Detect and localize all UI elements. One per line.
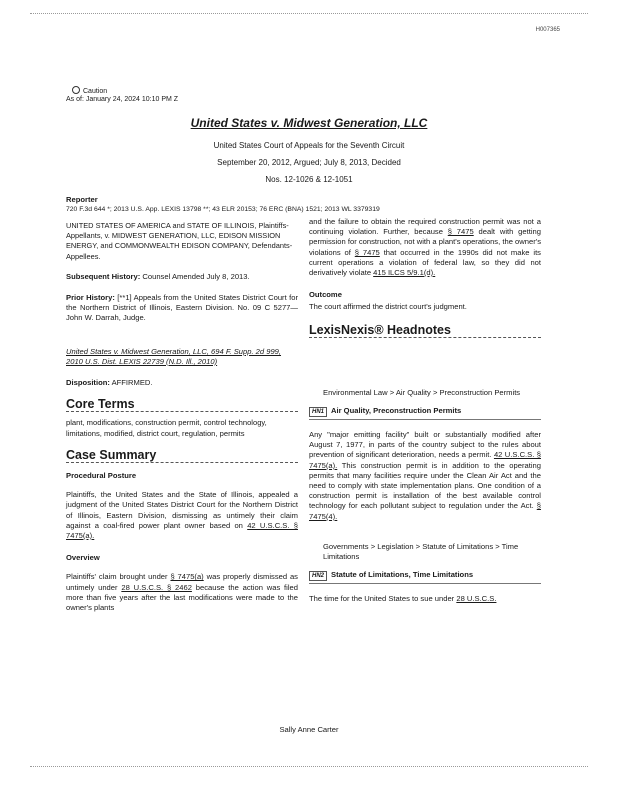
parties: UNITED STATES OF AMERICA and STATE OF ILLINOIS, Plaintiffs-Appellants, v. MIDWEST GENERATION, LLC, EDISON MISSION ENERGY, and COMMONWEALTH EDISON COMPANY, Defendants-Appellees. (66, 221, 293, 261)
hn2-cite-link[interactable]: 28 U.S.C.S. (456, 594, 497, 604)
outcome-text: The court affirmed the district court's judgment. (309, 302, 467, 312)
hn2-topic-path[interactable]: Governments > Legislation > Statute of Limitations > Time Limitations (323, 541, 519, 562)
prior-history (66, 293, 298, 324)
overview-pre: Plaintiffs' claim brought under (66, 572, 168, 582)
subsequent-text: Counsel Amended July 8, 2013. (142, 271, 250, 281)
case-summary-heading: Case Summary (66, 447, 157, 462)
hn2-text (309, 594, 541, 604)
caution-flag (72, 86, 107, 95)
disposition-text: AFFIRMED. (111, 378, 153, 388)
prior-citation-link[interactable]: United States v. Midwest Generation, LLC, 694 F. Supp. 2d 999, 2010 U.S. Dist. LEXIS 22739 (N.D. Ill., 2010) (66, 346, 282, 366)
prior-text: [**1] Appeals from the United States District Court for the Northern District of Illinois, Eastern Division. No. 09 C 5277—John W. Darrah, Judge. (66, 293, 298, 323)
right-column (309, 217, 541, 604)
outcome-heading: Outcome (309, 290, 342, 300)
headnotes-rule (309, 337, 541, 338)
case-dates: September 20, 2012, Argued; July 8, 2013, Decided (217, 158, 401, 167)
docket-numbers: Nos. 12-1026 & 12-1051 (265, 175, 353, 184)
procedural-posture-heading: Procedural Posture (66, 471, 137, 481)
core-terms-text: plant, modifications, construction permit, control technology, limitations, modified, district court, regulation, permits (66, 418, 267, 438)
as-of-date: As of: January 24, 2024 10:10 PM Z (66, 96, 179, 103)
overview-heading: Overview (66, 553, 100, 563)
procedural-text: Plaintiffs, the United States and the State of Illinois, appealed a judgment of the United States District Court for the Northern District of Illinois, Eastern Division, dismissing as untimely their claim against a coal-fired power plant owner based on (66, 490, 298, 530)
procedural-cite-link[interactable]: 42 U.S.C.S. § 7475(a). (66, 520, 298, 541)
continued-cite1-link[interactable]: § 7475 (447, 227, 474, 237)
headnotes-heading: LexisNexis® Headnotes (309, 322, 451, 337)
footer-name: Sally Anne Carter (279, 725, 339, 734)
caution-label: Caution (83, 88, 108, 95)
overview-post: because the action was filed more than five years after the last modifications were made to the owner's plants (66, 582, 298, 613)
hn1-cite1-link[interactable]: 42 U.S.C.S. § 7475(a). (309, 450, 541, 470)
left-column (66, 221, 298, 613)
disposition (66, 378, 298, 388)
continued-cite2-link[interactable]: § 7475 (354, 247, 380, 257)
subsequent-history (66, 272, 298, 282)
procedural-posture-text (66, 490, 298, 541)
hn2-title: Statute of Limitations, Time Limitations (331, 570, 474, 580)
hn2-title-row (309, 570, 541, 584)
hn1-text (309, 430, 541, 522)
core-terms-rule (66, 411, 298, 412)
overview-cite1-link[interactable]: § 7475(a) (170, 572, 204, 582)
prior-label: Prior History: (66, 293, 115, 303)
hn1-badge[interactable]: HN1 (309, 407, 327, 417)
doc-number: H007365 (535, 27, 560, 33)
overview-continued (309, 217, 541, 278)
caution-icon (72, 86, 80, 94)
continued-cite3-link[interactable]: 415 ILCS 5/9.1(d). (373, 268, 436, 278)
top-border-artifact (30, 13, 588, 14)
hn1-topic-path[interactable]: Environmental Law > Air Quality > Preconstruction Permits (323, 387, 521, 397)
case-title[interactable]: United States v. Midwest Generation, LLC (190, 116, 428, 130)
continued-mid: dealt with getting permission for construction, not with a plant's operations, the owner's violations of (309, 227, 541, 257)
reporter-label: Reporter (66, 195, 98, 204)
bottom-border-artifact (30, 766, 588, 767)
continued-pre: and the failure to obtain the required construction permit was not a continuing violation. Further, because (309, 217, 541, 237)
hn1-cite2-link[interactable]: § 7475(4). (309, 501, 541, 521)
overview-mid: was properly dismissed as untimely under (66, 572, 298, 592)
subsequent-label: Subsequent History: (66, 271, 141, 281)
hn1-body2: This construction permit is in addition to the operating permits that many facilities require under the Clean Air Act and the need to comply with state implementation plans. One condition of a construction permit is installation of the best available control technology for each pollutant subject to regulation under the Act. (309, 460, 541, 511)
case-summary-rule (66, 462, 298, 463)
hn2-body: The time for the United States to sue under (309, 594, 455, 604)
hn1-title-row (309, 406, 541, 420)
continued-mid2: that occurred in the 1990s did not make its current operations a violation of federal law, so they did not derivatively violate (309, 247, 541, 278)
hn1-title: Air Quality, Preconstruction Permits (331, 406, 462, 416)
reporter-citation: 720 F.3d 644 *; 2013 U.S. App. LEXIS 13798 **; 43 ELR 20153; 76 ERC (BNA) 1521; 2013 WL 3379319 (66, 206, 380, 213)
core-terms-heading: Core Terms (66, 397, 135, 412)
court-name: United States Court of Appeals for the Seventh Circuit (213, 141, 405, 150)
overview-cite2-link[interactable]: 28 U.S.C.S. § 2462 (121, 582, 192, 592)
overview-text (66, 572, 298, 613)
hn1-body: Any "major emitting facility" built or substantially modified after August 7, 1977, in parts of the country subject to the rules about prevention of significant deterioration, needs a permit. (309, 430, 541, 460)
hn2-badge[interactable]: HN2 (309, 571, 327, 581)
disposition-label: Disposition: (66, 378, 110, 388)
